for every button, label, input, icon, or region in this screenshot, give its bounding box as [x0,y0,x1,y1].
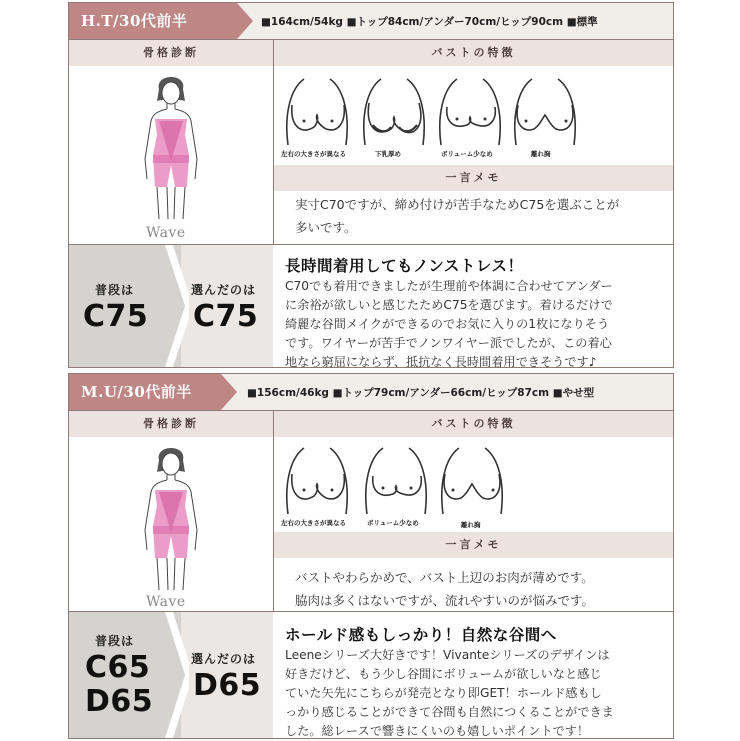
review-body: Leeneシリーズ大好きです！Vivanteシリーズのデザインは 好きだけど、もう少し谷間にボリュームが欲しいなと感じ ていた矢先にこちらが発売となり即GET！ホールド感もし っかり感じることができて谷間も自然につくることができま した。総レースで響きにくいのも嬉しいポイントです！ [285,648,614,738]
body-figure-illustration [131,440,211,598]
review-card-2 [68,373,674,739]
bone-diagnosis-label: 骨格診断 [69,40,273,66]
bust-feature-2: ボリューム少なめ [367,519,419,527]
usual-size-value-2: D65 [85,684,154,719]
bust-icon-wide-set [510,75,580,147]
chevron-divider [165,245,189,367]
chevron-arrow-icon [165,612,189,738]
bust-icon-lower-heavy [359,75,429,147]
usual-size-label: 普段は [95,283,135,297]
chosen-size-value: D65 [193,668,262,703]
usual-size-label: 普段は [95,634,135,648]
bust-feature-label: バストの特徴 [274,411,673,437]
review-title: ホールド感もしっかり！自然な谷間へ [285,626,557,644]
body-figure-illustration [131,69,211,227]
bust-icon-wide-set [437,444,507,516]
body-specs: ■164cm/54kg ■トップ84cm/アンダー70cm/ヒップ90cm ■標準 [261,16,598,28]
bust-feature-label: バストの特徴 [274,40,673,66]
chosen-size-value: C75 [193,299,259,334]
memo-text: 実寸C70ですが、締め付けが苦手なためC75を選ぶことが 多いです。 [295,197,620,235]
bust-feature-1: 左右の大きさが異なる [281,519,346,527]
bust-feature-4: 離れ胸 [531,150,551,158]
bust-icon-uneven [282,444,352,516]
review-body: C70でも着用できましたが生理前や体調に合わせてアンダー に余裕が欲しいと感じたためC75を選びます。着けるだけで 綺麗な谷間メイクができるのでお気に入りの1枚になりそう です。ワイヤーが苦手でノンワイヤー派でしたが、この着心 地なら窮屈にならず、抵抗なく長時間着用できそうです♪ [285,279,613,369]
memo-text: バストやわらかめで、バスト上辺のお肉が薄めです。 脇肉は多くはないですが、流れやすいのが悩みです。 [295,570,595,608]
bust-icon-low-volume [435,75,505,147]
body-specs: ■156cm/46kg ■トップ79cm/アンダー66cm/ヒップ87cm ■やせ型 [247,387,595,399]
bust-feature-1: 左右の大きさが異なる [281,150,346,158]
memo-label: 一言メモ [274,532,673,558]
body-type-label: Wave [146,225,186,241]
chosen-size-label: 選んだのは [191,652,257,666]
usual-size-value-1: C65 [85,650,151,685]
review-card-1 [68,2,674,368]
bust-feature-2: 下乳厚め [375,150,401,158]
bone-diagnosis-label: 骨格診断 [69,411,273,437]
bust-feature-3: 離れ胸 [461,521,481,529]
usual-size-value: C75 [83,299,149,334]
bust-feature-3: ボリューム少なめ [441,150,493,158]
name-tab [69,3,237,39]
body-type-label: Wave [146,594,186,610]
memo-label: 一言メモ [274,165,673,191]
chosen-size-label: 選んだのは [191,283,257,297]
reviewer-name: H.T/30代前半 [81,12,188,30]
bust-icon-uneven [282,75,352,147]
reviewer-name: M.U/30代前半 [81,383,192,401]
review-title: 長時間着用してもノンストレス！ [285,257,524,275]
bust-icon-low-volume [361,444,431,516]
name-tab [69,374,221,410]
